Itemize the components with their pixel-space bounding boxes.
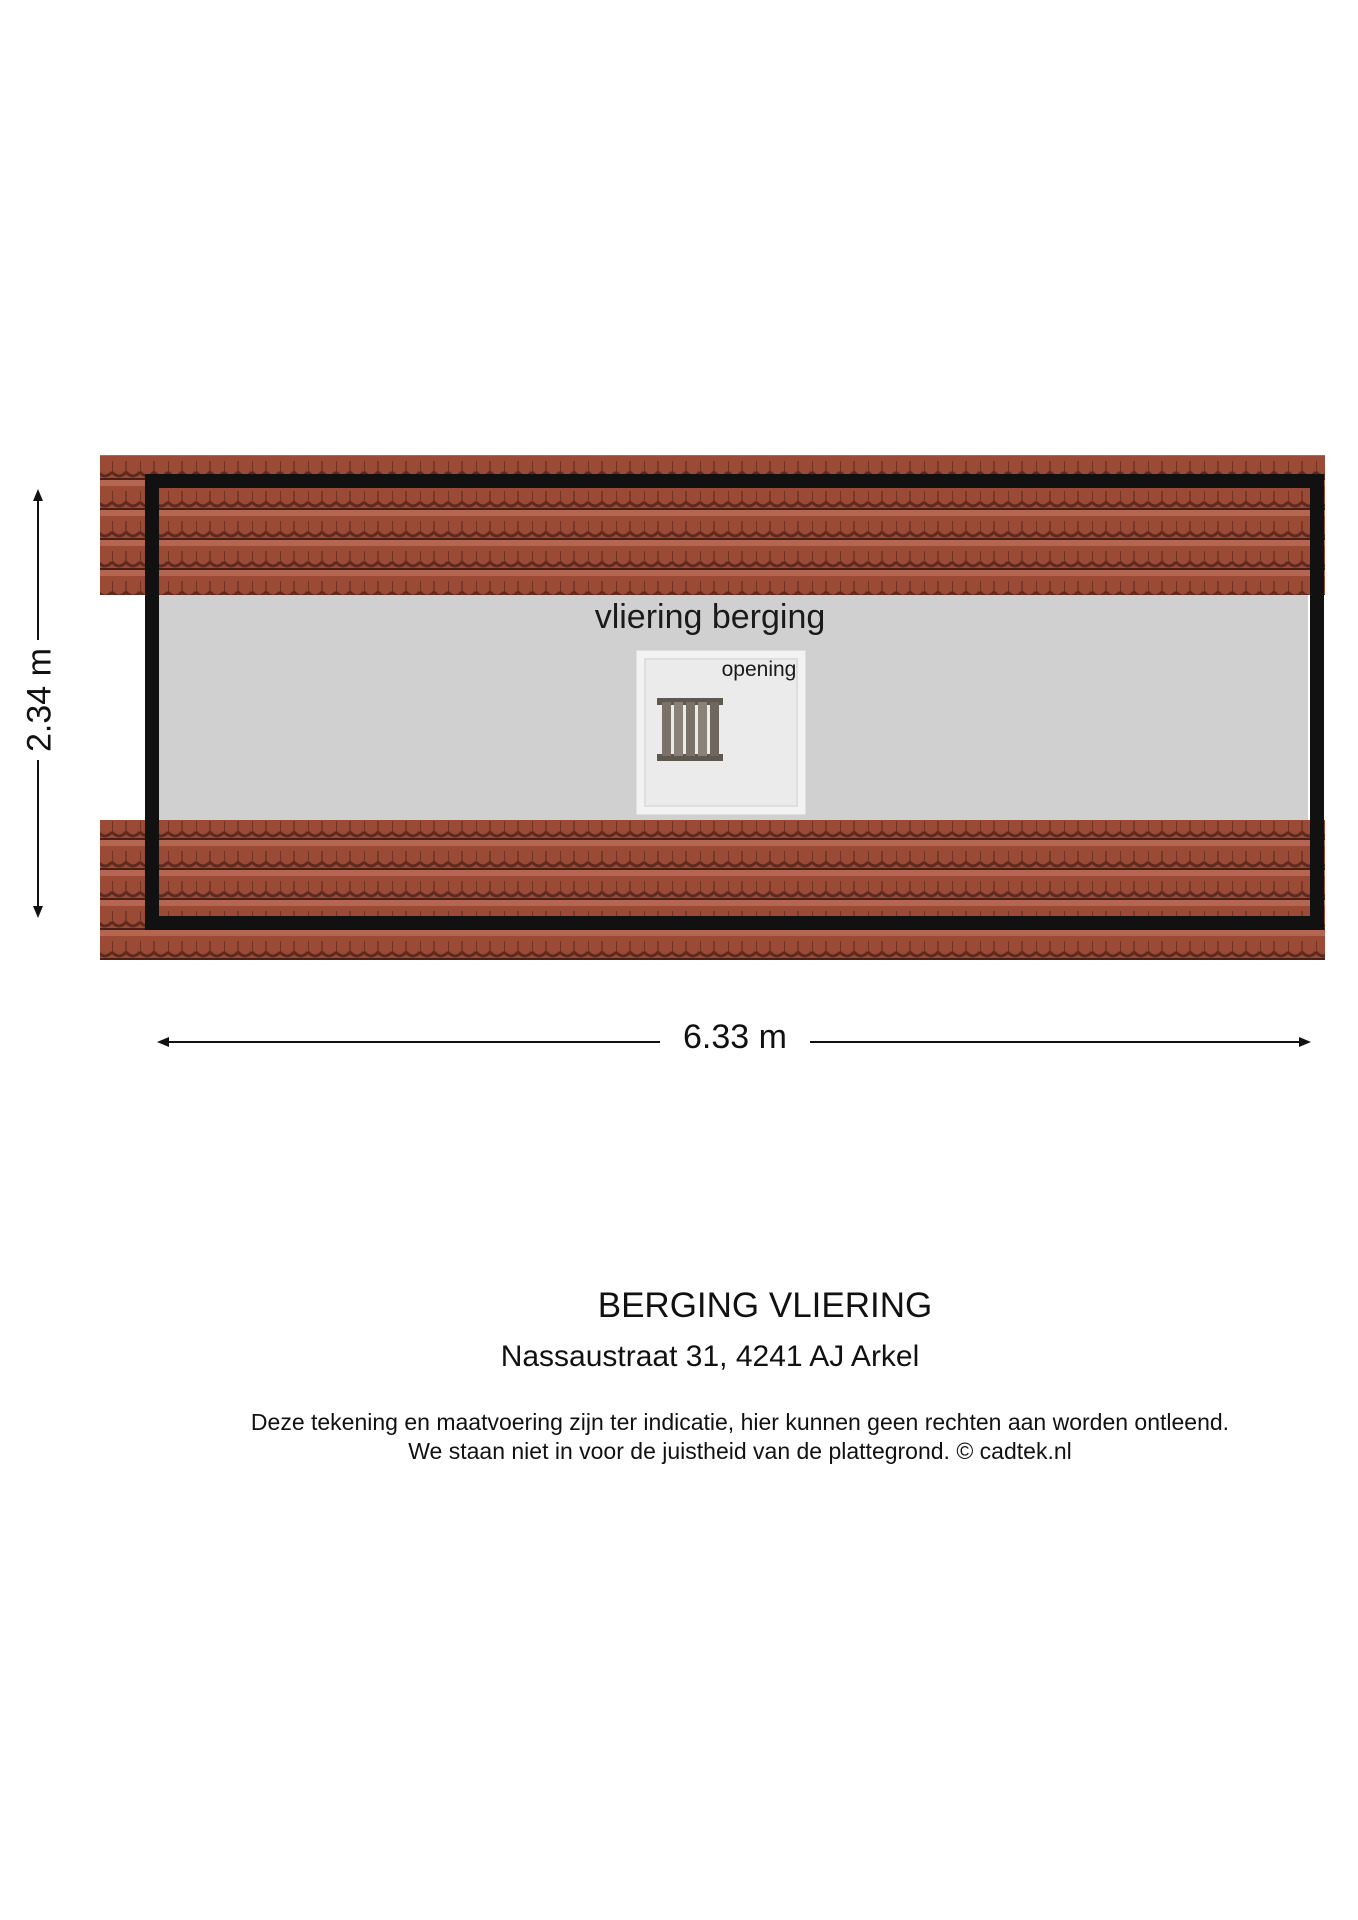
roof-tiles-bottom	[100, 820, 1325, 960]
ladder-icon	[657, 698, 723, 761]
opening-label: opening	[721, 658, 797, 681]
depth-dimension-label: 2.34 m	[21, 640, 60, 760]
disclaimer-line: We staan niet in voor de juistheid van de plattegrond. © cadtek.nl	[408, 1438, 1072, 1464]
depth-dimension	[8, 640, 72, 760]
plan-address: Nassaustraat 31, 4241 AJ Arkel	[500, 1340, 920, 1373]
plan-title: BERGING VLIERING	[597, 1286, 933, 1325]
disclaimer-line: Deze tekening en maatvoering zijn ter indicatie, hier kunnen geen rechten aan worden ontleend.	[250, 1409, 1230, 1435]
disclaimer	[150, 1408, 1330, 1466]
width-dimension-label: 6.33 m	[660, 1018, 810, 1057]
room-label: vliering berging	[594, 598, 826, 636]
